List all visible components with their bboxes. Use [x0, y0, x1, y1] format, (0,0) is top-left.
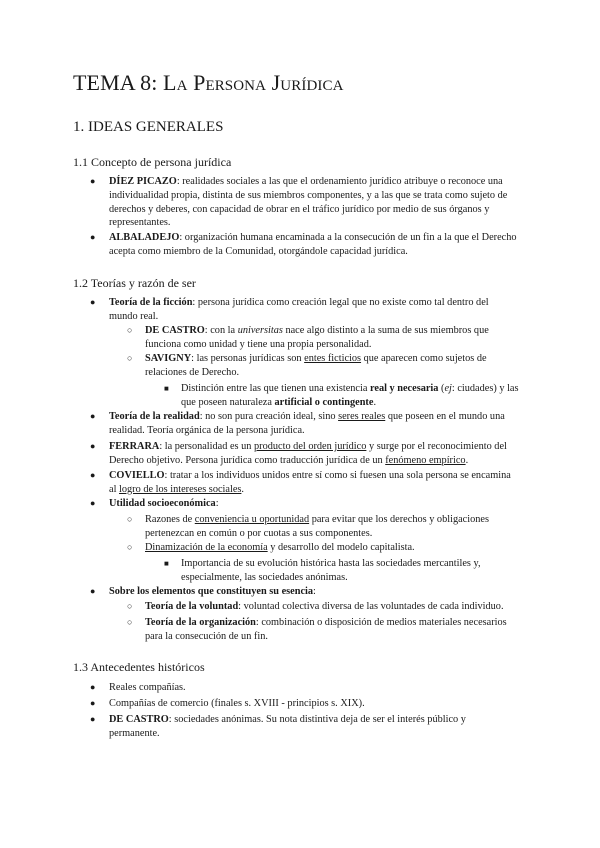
bullet-marker: ● — [90, 714, 96, 724]
section-heading-ideas-generales: 1. IDEAS GENERALES — [73, 119, 224, 135]
list-item-dinamizacion: ○ Dinamización de la economía y desarrollo del modelo capitalista. — [127, 542, 415, 553]
list-item-utilidad: ● Utilidad socioeconómica: — [90, 498, 219, 509]
list-item-importancia: ■ Importancia de su evolución histórica hasta las sociedades mercantiles y, especialmente, las sociedades anónimas. — [164, 558, 481, 583]
list-item-ferrara: ● FERRARA: la personalidad es un producto del orden jurídico y surge por el reconocimiento del Derecho objetivo. Persona jurídica como traducción jurídica de un fenómeno empírico. — [90, 441, 507, 466]
subsection-heading-antecedentes: 1.3 Antecedentes históricos — [73, 660, 205, 674]
bullet-marker: ● — [90, 441, 96, 451]
list-item-de-castro-sociedades: ● DE CASTRO: sociedades anónimas. Su nota distintiva deja de ser el interés público y permanente. — [90, 714, 466, 739]
square-marker: ■ — [164, 384, 169, 393]
bullet-marker: ● — [90, 586, 96, 596]
list-item-diez-picazo: ● DÍEZ PICAZO: realidades sociales a las que el ordenamiento jurídico atribuye o reconoce una individualidad propia, distinta de sus miembros componentes, y a las que se trata como sujeto de derechos y deberes, con capacidad de obrar en el tráfico jurídico por medio de sus órganos y representantes. — [90, 176, 508, 229]
title-small-caps: La Persona Jurídica — [163, 70, 344, 95]
list-item-savigny: ○ SAVIGNY: las personas jurídicas son entes ficticios que aparecen como sujetos de relaciones de Derecho. — [127, 353, 487, 378]
bullet-marker: ● — [90, 698, 96, 708]
circle-marker: ○ — [127, 617, 133, 627]
list-item-elementos-esencia: ● Sobre los elementos que constituyen su esencia: — [90, 586, 316, 597]
list-item-teoria-realidad: ● Teoría de la realidad: no son pura creación ideal, sino seres reales que poseen en el mundo una realidad. Teoría orgánica de la persona jurídica. — [90, 411, 505, 436]
circle-marker: ○ — [127, 514, 133, 524]
circle-marker: ○ — [127, 325, 133, 335]
square-marker: ■ — [164, 559, 169, 568]
list-item-distincion: ■ Distinción entre las que tienen una existencia real y necesaria (ej: ciudades) y las que poseen naturaleza artificial o contingente. — [164, 383, 519, 408]
bullet-marker: ● — [90, 470, 96, 480]
bullet-marker: ● — [90, 232, 96, 242]
bullet-marker: ● — [90, 682, 96, 692]
list-item-companias-comercio: ● Compañías de comercio (finales s. XVIII - principios s. XIX). — [90, 698, 365, 709]
bullet-marker: ● — [90, 411, 96, 421]
circle-marker: ○ — [127, 601, 133, 611]
circle-marker: ○ — [127, 353, 133, 363]
list-item-de-castro-universitas: ○ DE CASTRO: con la universitas nace algo distinto a la suma de sus miembros que funciona como unidad y tiene una propia personalidad. — [127, 325, 489, 350]
bullet-marker: ● — [90, 498, 96, 508]
list-item-coviello: ● COVIELLO: tratar a los individuos unidos entre sí como si fuesen una sola persona se encamina al logro de los intereses sociales. — [90, 470, 511, 495]
subsection-heading-concepto: 1.1 Concepto de persona jurídica — [73, 155, 232, 169]
list-item-teoria-ficcion: ● Teoría de la ficción: persona jurídica como creación legal que no existe como tal dentro del mundo real. — [90, 297, 489, 322]
page-title: TEMA 8: La Persona Jurídica — [73, 70, 344, 95]
list-item-teoria-organizacion: ○ Teoría de la organización: combinación o disposición de medios materiales necesarios para la consecución de un fin. — [127, 617, 507, 642]
bullet-marker: ● — [90, 297, 96, 307]
subsection-heading-teorias: 1.2 Teorías y razón de ser — [73, 276, 196, 290]
bullet-marker: ● — [90, 176, 96, 186]
list-item-razones: ○ Razones de conveniencia u oportunidad para evitar que los derechos y obligaciones pertenezcan en común o por cuotas a sus componentes. — [127, 514, 489, 539]
list-item-albaladejo: ● ALBALADEJO: organización humana encaminada a la consecución de un fin a la que el Derecho acepta como miembro de la Comunidad, otorgándole capacidad jurídica. — [90, 232, 517, 257]
circle-marker: ○ — [127, 542, 133, 552]
list-item-teoria-voluntad: ○ Teoría de la voluntad: voluntad colectiva diversa de las voluntades de cada individuo. — [127, 601, 504, 612]
list-item-reales-companias: ● Reales compañías. — [90, 682, 186, 693]
